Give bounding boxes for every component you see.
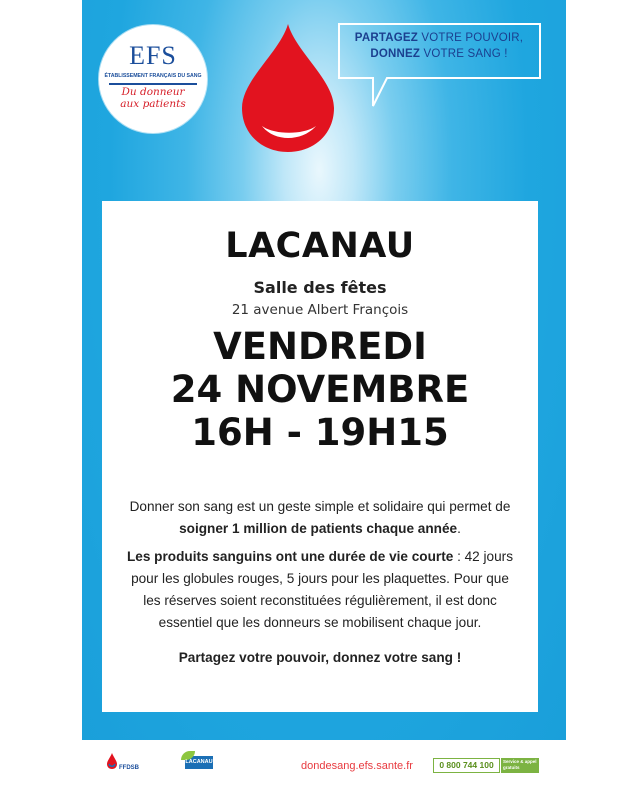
ffdsb-drop-icon — [106, 752, 118, 770]
p2-bold: Les produits sanguins ont une durée de vie courte — [126, 549, 454, 564]
event-city: LACANAU — [225, 226, 415, 266]
p1-end: . — [457, 521, 461, 536]
body-paragraph-2 — [122, 546, 518, 634]
p1-text: Donner son sang est un geste simple et solidaire qui permet de — [129, 499, 511, 514]
bubble-line1 — [344, 30, 534, 46]
info-card — [102, 201, 538, 712]
body-paragraph-1 — [122, 496, 518, 540]
p1-bold: soigner 1 million de patients chaque année — [179, 521, 458, 536]
body-slogan: Partagez votre pouvoir, donnez votre sang ! — [178, 650, 462, 665]
event-address: 21 avenue Albert François — [231, 302, 409, 318]
bubble-line1-bold: PARTAGEZ — [354, 32, 418, 44]
footer — [82, 740, 566, 800]
event-date: 24 NOVEMBRE — [170, 368, 470, 411]
lacanau-logo-text: LACANAU — [185, 759, 213, 765]
p2-text: : 42 jours pour les globules rouges, 5 jours pour les plaquettes. Pour que les réserves soient reconstituées régulièrement, il est donc essentiel que les donneurs se mobilisent chaque jour. — [131, 549, 513, 630]
blood-drop-icon — [238, 22, 338, 154]
event-time: 16H - 19H15 — [191, 411, 449, 454]
efs-logo — [99, 25, 207, 133]
bubble-line1-rest: VOTRE POUVOIR, — [417, 32, 524, 44]
website-link[interactable]: dondesang.efs.sante.fr — [301, 760, 413, 772]
poster — [82, 0, 566, 800]
logo-acronym: EFS — [129, 41, 177, 70]
bubble-slogan — [344, 30, 534, 62]
logo-tagline-line2: aux patients — [120, 98, 186, 110]
logo-rule — [109, 83, 197, 85]
phone-note: Service & appel gratuits — [501, 758, 539, 773]
bubble-line2-bold: DONNEZ — [370, 48, 421, 60]
logo-tagline — [107, 86, 199, 110]
logo-tagline-line1: Du donneur — [121, 86, 185, 98]
bubble-line2 — [344, 46, 534, 62]
bubble-line2-rest: VOTRE SANG ! — [420, 48, 508, 60]
phone-number[interactable]: 0 800 744 100 — [433, 758, 500, 773]
event-venue: Salle des fêtes — [253, 278, 387, 297]
event-day: VENDREDI — [213, 325, 427, 368]
logo-name: ÉTABLISSEMENT FRANÇAIS DU SANG — [104, 73, 202, 79]
ffdsb-logo: FFDSB — [119, 765, 139, 771]
